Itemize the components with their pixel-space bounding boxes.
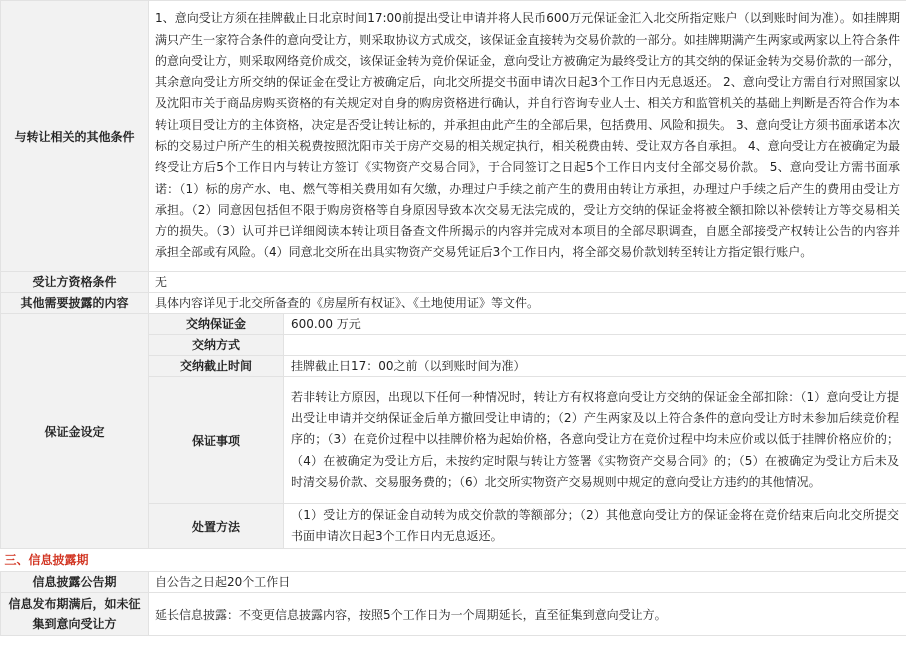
- other-disclosure-label: 其他需要披露的内容: [1, 293, 149, 314]
- other-conditions-text: 1、意向受让方须在挂牌截止日北京时间17:00前提出受让申请并将人民币600万元保证金汇入北交所指定账户（以到账时间为准）。如挂牌期满只产生一家符合条件的意向受让方，则采取协议方式成交，该保证金直接转为交易价款的一部分。如挂牌期满产生两家或两家以上符合条件的意向受让方，则采取网络竞价成交，该保证金转为竞价保证金，意向受让方被确定为最终受让方的其交纳的保证金转为交易价款的一部分，其余意向受让方所交纳的保证金在受让方被确定后，向北交所提交书面申请次日起3个工作日内无息返还。 2、意向受让方需自行对照国家以及沈阳市关于商品房购买资格的有关规定对自身的购房资格进行确认，并自行咨询专业人士、相关方和监管机关的基础上判断是否符合作为本转让项目受让方的主体资格，决定是否受让转让标的，并承担由此产生的全部后果，包括费用、风险和损失。 3、意向受让方须书面承诺本次标的交易过户所产生的相关税费按照沈阳市关于房产交易的相关规定执行，相关税费由转、受让双方各自承担。 4、意向受让方在被确定为最终受让方后5个工作日内与转让方签订《实物资产交易合同》，于合同签订之日起5个工作日内支付全部交易价款。 5、意向受让方需书面承诺：（1）标的房产水、电、燃气等相关费用如有欠缴，办理过户手续之前产生的费用由转让方承担，办理过户手续之后产生的费用由受让方承担。（2）同意因包括但不限于购房资格等自身原因导致本次交易无法完成的，受让方交纳的保证金将被全额扣除以补偿转让方等交易相关方的损失。（3）认可并已详细阅读本转让项目备查文件所揭示的内容并完成对本项目的全部尽职调查，自愿全部接受产权转让公告的内容并承担全部或有风险。（4）同意北交所在出具实物资产交易凭证后3个工作日内，将全部交易价款划转至转让方指定银行账户。: [149, 1, 906, 272]
- deposit-amount-label: 交纳保证金: [149, 314, 284, 335]
- deposit-deadline-label: 交纳截止时间: [149, 356, 284, 377]
- qualification-label: 受让方资格条件: [1, 272, 149, 293]
- disclosure-period-row: [1, 572, 906, 593]
- deposit-method-value: [284, 335, 906, 356]
- section-heading-row: [1, 549, 906, 572]
- disclosure-period-value: 自公告之日起20个工作日: [149, 572, 906, 593]
- qualification-value: 无: [149, 272, 906, 293]
- deposit-amount-row: [1, 314, 906, 335]
- deposit-method-label: 交纳方式: [149, 335, 284, 356]
- deposit-amount-value: 600.00 万元: [284, 314, 906, 335]
- deposit-handling-value: （1）受让方的保证金自动转为成交价款的等额部分；（2）其他意向受让方的保证金将在竞价结束后向北交所提交书面申请次日起3个工作日内无息返还。: [284, 504, 906, 549]
- section-title: 三、信息披露期: [1, 549, 906, 572]
- deposit-handling-label: 处置方法: [149, 504, 284, 549]
- other-conditions-label: 与转让相关的其他条件: [1, 1, 149, 272]
- disclosure-expiry-row: [1, 593, 906, 636]
- disclosure-expiry-value: 延长信息披露：不变更信息披露内容，按照5个工作日为一个周期延长，直至征集到意向受让方。: [149, 593, 906, 636]
- disclosure-period-label: 信息披露公告期: [1, 572, 149, 593]
- deposit-terms-value: 若非转让方原因，出现以下任何一种情况时，转让方有权将意向受让方交纳的保证金全部扣除：（1）意向受让方提出受让申请并交纳保证金后单方撤回受让申请的；（2）产生两家及以上符合条件的意向受让方时未参加后续竞价程序的；（3）在竞价过程中以挂牌价格为起始价格，各意向受让方在竞价过程中均未应价或以低于挂牌价格应价的；（4）在被确定为受让方后，未按约定时限与转让方签署《实物资产交易合同》的；（5）在被确定为受让方后未及时清交易价款、交易服务费的；（6）北交所实物资产交易规则中规定的意向受让方违约的其他情况。: [284, 377, 906, 504]
- qualification-row: [1, 272, 906, 293]
- deposit-terms-label: 保证事项: [149, 377, 284, 504]
- other-disclosure-value: 具体内容详见于北交所备查的《房屋所有权证》、《土地使用证》等文件。: [149, 293, 906, 314]
- other-disclosure-row: [1, 293, 906, 314]
- other-conditions-row: [1, 1, 906, 272]
- disclosure-expiry-label: 信息发布期满后，如未征集到意向受让方: [1, 593, 149, 636]
- deposit-deadline-value: 挂牌截止日17：00之前（以到账时间为准）: [284, 356, 906, 377]
- deposit-label: 保证金设定: [1, 314, 149, 549]
